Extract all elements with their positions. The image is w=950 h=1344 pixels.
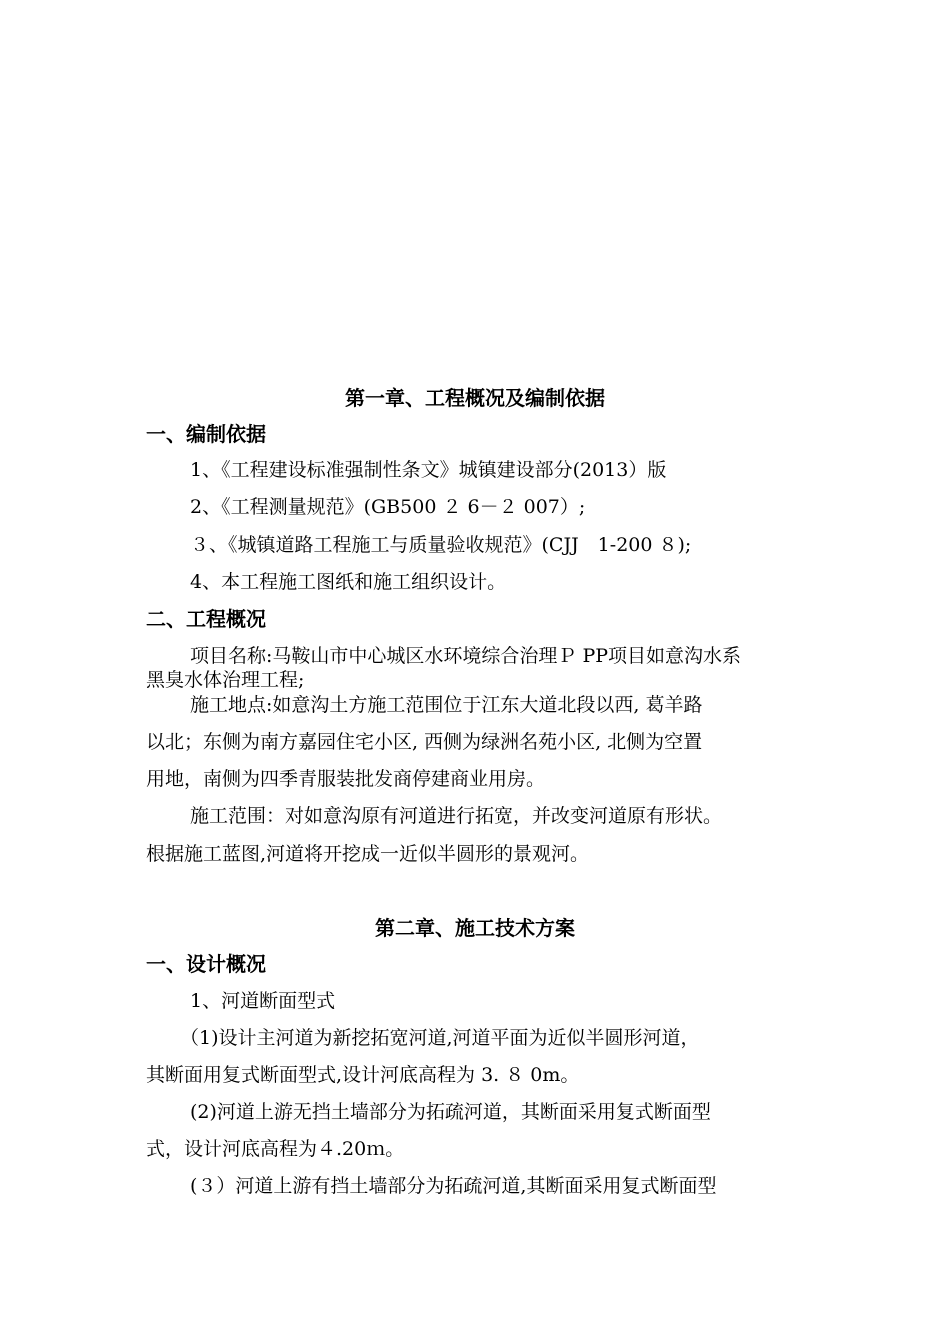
design-line-6: (３）河道上游有挡土墙部分为拓疏河道,其断面采用复式断面型 [190, 1175, 717, 1197]
design-line-2: （1)设计主河道为新挖拓宽河道,河道平面为近似半圆形河道， [180, 1027, 700, 1049]
design-line-4: (2)河道上游无挡土墙部分为拓疏河道，其断面采用复式断面型 [190, 1101, 711, 1123]
basis-item-4: 4、本工程施工图纸和施工组织设计。 [190, 571, 507, 593]
section-heading-design: 一、设计概况 [146, 952, 266, 976]
chapter1-title: 第一章、工程概况及编制依据 [345, 386, 605, 410]
design-line-3: 其断面用复式断面型式,设计河底高程为 3. ８ 0m。 [146, 1064, 580, 1086]
design-line-5: 式，设计河底高程为４.20ｍ。 [146, 1138, 405, 1160]
overview-line-7: 根据施工蓝图,河道将开挖成一近似半圆形的景观河。 [146, 843, 590, 865]
overview-line-2: 黑臭水体治理工程; [146, 669, 305, 691]
basis-item-1: 1、《工程建设标准强制性条文》城镇建设部分(2013）版 [190, 459, 667, 481]
section-heading-basis: 一、编制依据 [146, 422, 266, 446]
section-heading-overview: 二、工程概况 [146, 607, 266, 631]
overview-line-3: 施工地点:如意沟土方施工范围位于江东大道北段以西, 葛羊路 [190, 694, 703, 716]
overview-line-4: 以北；东侧为南方嘉园住宅小区, 西侧为绿洲名苑小区, 北侧为空置 [146, 731, 703, 753]
overview-line-6: 施工范围：对如意沟原有河道进行拓宽，并改变河道原有形状。 [190, 805, 723, 827]
basis-item-3: ３、《城镇道路工程施工与质量验收规范》(CJJ 1-200 ８); [190, 534, 692, 556]
overview-line-1: 项目名称:马鞍山市中心城区水环境综合治理Ｐ PP项目如意沟水系 [190, 645, 742, 667]
overview-line-5: 用地，南侧为四季青服装批发商停建商业用房。 [146, 768, 546, 790]
chapter2-title: 第二章、施工技术方案 [375, 916, 575, 940]
basis-item-2: 2、《工程测量规范》(GB500 ２ 6－２ 007）; [190, 496, 586, 518]
design-line-1: 1、河道断面型式 [190, 990, 336, 1012]
